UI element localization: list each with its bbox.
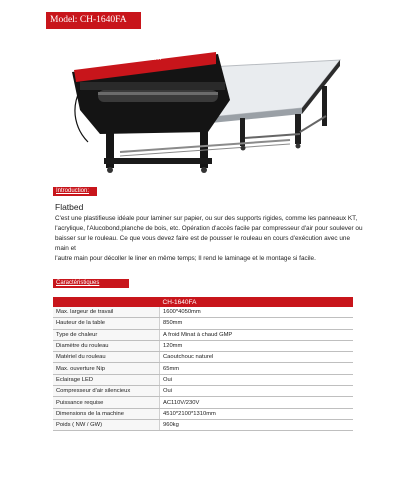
spec-label: Puissance requise	[53, 397, 160, 408]
specs-table	[53, 297, 353, 431]
introduction-label: Introduction:	[53, 187, 97, 196]
spec-value: 1600*4050mm	[160, 307, 354, 318]
table-row	[53, 408, 353, 419]
spec-value: Oui	[160, 374, 354, 385]
table-row	[53, 419, 353, 430]
intro-paragraph: C'est une plastifieuse idéale pour laminer sur papier, ou sur des supports rigides, comme les panneaux KT, l'acrylique, l'Alucobond,planche de bois, etc. Opération d'accès facile par compresseur d'air pour soulever ou baisser sur le rouleau. Ce que vous devez faire est de pousser le rouleau en cours d'exécution avec une main et	[55, 215, 363, 252]
table-row	[53, 352, 353, 363]
machine-plate: CH-1640FA	[135, 56, 162, 62]
table-row	[53, 397, 353, 408]
spec-value: 960kg	[160, 419, 354, 430]
table-row	[53, 318, 353, 329]
specs-label: Caractéristiques techniques	[53, 279, 129, 288]
spec-value: Oui	[160, 386, 354, 397]
model-banner: Model: CH-1640FA	[46, 12, 141, 29]
table-row	[53, 329, 353, 340]
specs-header-blank	[53, 297, 160, 307]
table-row	[53, 340, 353, 351]
specs-header-model: CH-1640FA	[160, 297, 354, 307]
spec-label: Hauteur de la table	[53, 318, 160, 329]
spec-label: Max. ouverture Nip	[53, 363, 160, 374]
spec-value: 65mm	[160, 363, 354, 374]
spec-label: Type de chaleur	[53, 329, 160, 340]
spec-value: AC110V/230V	[160, 397, 354, 408]
intro-paragraph-continued: l'autre main pour décoller le liner en même temps; Il rend le laminage et le montage si facile.	[55, 255, 316, 262]
table-row	[53, 386, 353, 397]
spec-value: A froid Minat à chaud GMP	[160, 329, 354, 340]
table-row	[53, 307, 353, 318]
spec-label: Eclairage LED	[53, 374, 160, 385]
spec-label: Diamètre du rouleau	[53, 340, 160, 351]
table-row	[53, 374, 353, 385]
product-photo	[40, 30, 365, 180]
specs-header-row	[53, 297, 353, 307]
spec-label: Matériel du rouleau	[53, 352, 160, 363]
spec-label: Dimensions de la machine	[53, 408, 160, 419]
table-row	[53, 363, 353, 374]
spec-value: 120mm	[160, 340, 354, 351]
spec-label: Compresseur d'air silencieux	[53, 386, 160, 397]
spec-value: Caoutchouc naturel	[160, 352, 354, 363]
spec-value: 4510*2100*1310mm	[160, 408, 354, 419]
spec-value: 850mm	[160, 318, 354, 329]
spec-label: Poids ( NW / GW)	[53, 419, 160, 430]
spec-label: Max. largeur de travail	[53, 307, 160, 318]
flatbed-heading: Flatbed	[55, 202, 84, 212]
